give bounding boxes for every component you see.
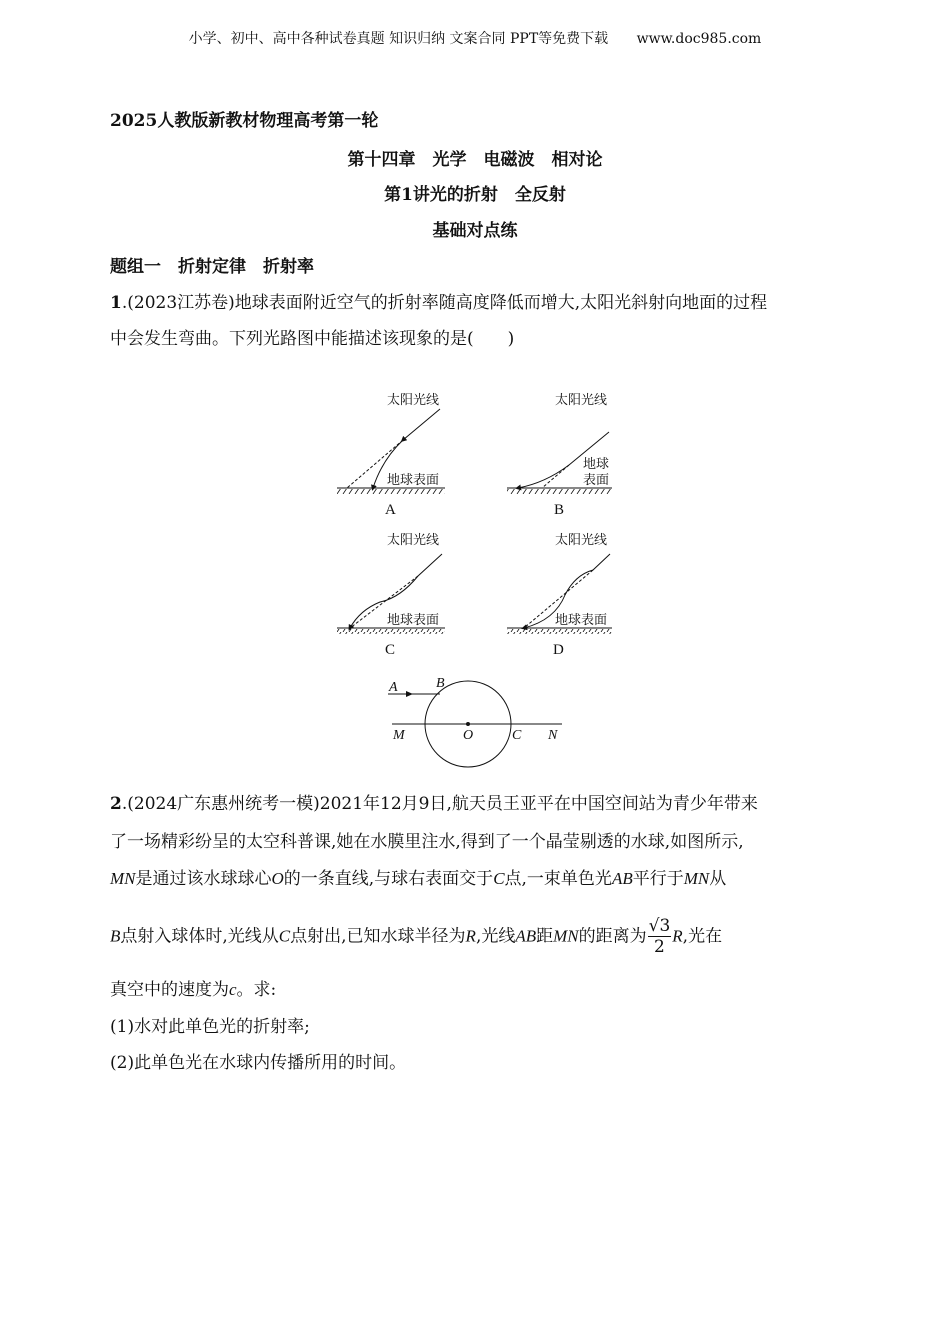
water-sphere-diagram bbox=[388, 676, 562, 767]
denominator: 2 bbox=[654, 937, 665, 957]
text: 平行于 bbox=[632, 869, 684, 889]
text: 点射出,已知水球半径为 bbox=[290, 926, 466, 947]
q2-line5 bbox=[110, 975, 276, 1000]
q2-line2: 了一场精彩纷呈的太空科普课,她在水膜里注水,得到了一个晶莹剔透的水球,如图所示, bbox=[110, 832, 744, 852]
sun-ray-label: 太阳光线 bbox=[555, 393, 608, 408]
option-a-label: A bbox=[385, 502, 396, 518]
var: c bbox=[229, 980, 237, 999]
q1-line1 bbox=[110, 288, 767, 313]
text: 点,一束单色光 bbox=[504, 869, 612, 889]
option-d-label: D bbox=[553, 642, 564, 658]
var: O bbox=[271, 869, 284, 888]
ground-label: 地球表面 bbox=[387, 613, 440, 628]
text: 从 bbox=[709, 869, 727, 889]
option-b-label: B bbox=[554, 502, 565, 518]
doc-title: 2025人教版新教材物理高考第一轮 bbox=[110, 111, 379, 131]
ground-label: 地球表面 bbox=[555, 613, 608, 628]
header-url[interactable]: www.doc985.com bbox=[636, 31, 762, 47]
option-c-diagram bbox=[337, 532, 445, 658]
var: AB bbox=[515, 926, 537, 946]
header-text: 小学、初中、高中各种试卷真题 知识归纳 文案合同 PPT等免费下载 bbox=[188, 31, 609, 47]
group-title: 题组一 折射定律 折射率 bbox=[110, 257, 314, 277]
var: C bbox=[278, 926, 291, 946]
text: 是通过该水球球心 bbox=[135, 869, 272, 889]
var: B bbox=[110, 926, 121, 946]
text: 的距离为 bbox=[578, 926, 647, 947]
q1-line2: 中会发生弯曲。下列光路图中能描述该现象的是( ) bbox=[110, 329, 515, 349]
text: 真空中的速度为 bbox=[110, 980, 229, 1000]
lecture-title: 第1讲光的折射 全反射 bbox=[384, 185, 566, 205]
option-d-diagram bbox=[507, 532, 612, 658]
var: R bbox=[465, 926, 476, 946]
section-title: 基础对点练 bbox=[432, 221, 518, 241]
fraction-sqrt3-over-2 bbox=[648, 918, 672, 956]
var: MN bbox=[110, 869, 136, 888]
q2-sub1: (1)水对此单色光的折射率; bbox=[110, 1017, 310, 1037]
ground-label-line2: 表面 bbox=[583, 473, 610, 488]
point-a-label: A bbox=[389, 680, 398, 695]
q1-text: .(2023江苏卷)地球表面附近空气的折射率随高度降低而增大,太阳光斜射向地面的过程 bbox=[121, 293, 768, 313]
var: MN bbox=[683, 869, 710, 888]
ground-label-line1: 地球 bbox=[583, 457, 610, 472]
var: R bbox=[672, 926, 683, 946]
ground-label: 地球表面 bbox=[387, 473, 440, 488]
var: C bbox=[493, 869, 505, 888]
var: AB bbox=[611, 869, 633, 888]
text: 。求: bbox=[236, 980, 277, 1000]
point-m-label: M bbox=[393, 728, 405, 743]
q2-sub2: (2)此单色光在水球内传播所用的时间。 bbox=[110, 1053, 407, 1073]
point-c-label: C bbox=[512, 728, 522, 743]
q2-line1 bbox=[110, 789, 758, 814]
option-b-diagram bbox=[507, 392, 612, 518]
q2-text: .(2024广东惠州统考一模)2021年12月9日,航天员王亚平在中国空间站为青少年带来 bbox=[121, 794, 758, 814]
sun-ray-label: 太阳光线 bbox=[555, 533, 608, 548]
option-a-diagram bbox=[337, 392, 445, 518]
chapter-title: 第十四章 光学 电磁波 相对论 bbox=[347, 150, 603, 170]
sun-ray-label: 太阳光线 bbox=[387, 393, 440, 408]
text: ,光线 bbox=[475, 926, 516, 947]
page-header bbox=[0, 28, 950, 48]
point-n-label: N bbox=[548, 728, 558, 743]
q2-line4 bbox=[110, 918, 722, 956]
sun-ray-label: 太阳光线 bbox=[387, 533, 440, 548]
text: ,光在 bbox=[682, 926, 723, 947]
q1-figures bbox=[330, 380, 630, 775]
point-o-label: O bbox=[463, 728, 474, 743]
q2-line3 bbox=[110, 864, 726, 889]
q1-number: 1 bbox=[110, 293, 122, 313]
text: 点射入球体时,光线从 bbox=[120, 926, 279, 947]
text: 的一条直线,与球右表面交于 bbox=[283, 869, 494, 889]
point-b-label: B bbox=[436, 676, 445, 691]
numerator: √3 bbox=[648, 916, 671, 936]
q2-number: 2 bbox=[110, 794, 122, 814]
text: 距 bbox=[536, 926, 554, 947]
option-c-label: C bbox=[385, 642, 396, 658]
var: MN bbox=[553, 926, 579, 946]
